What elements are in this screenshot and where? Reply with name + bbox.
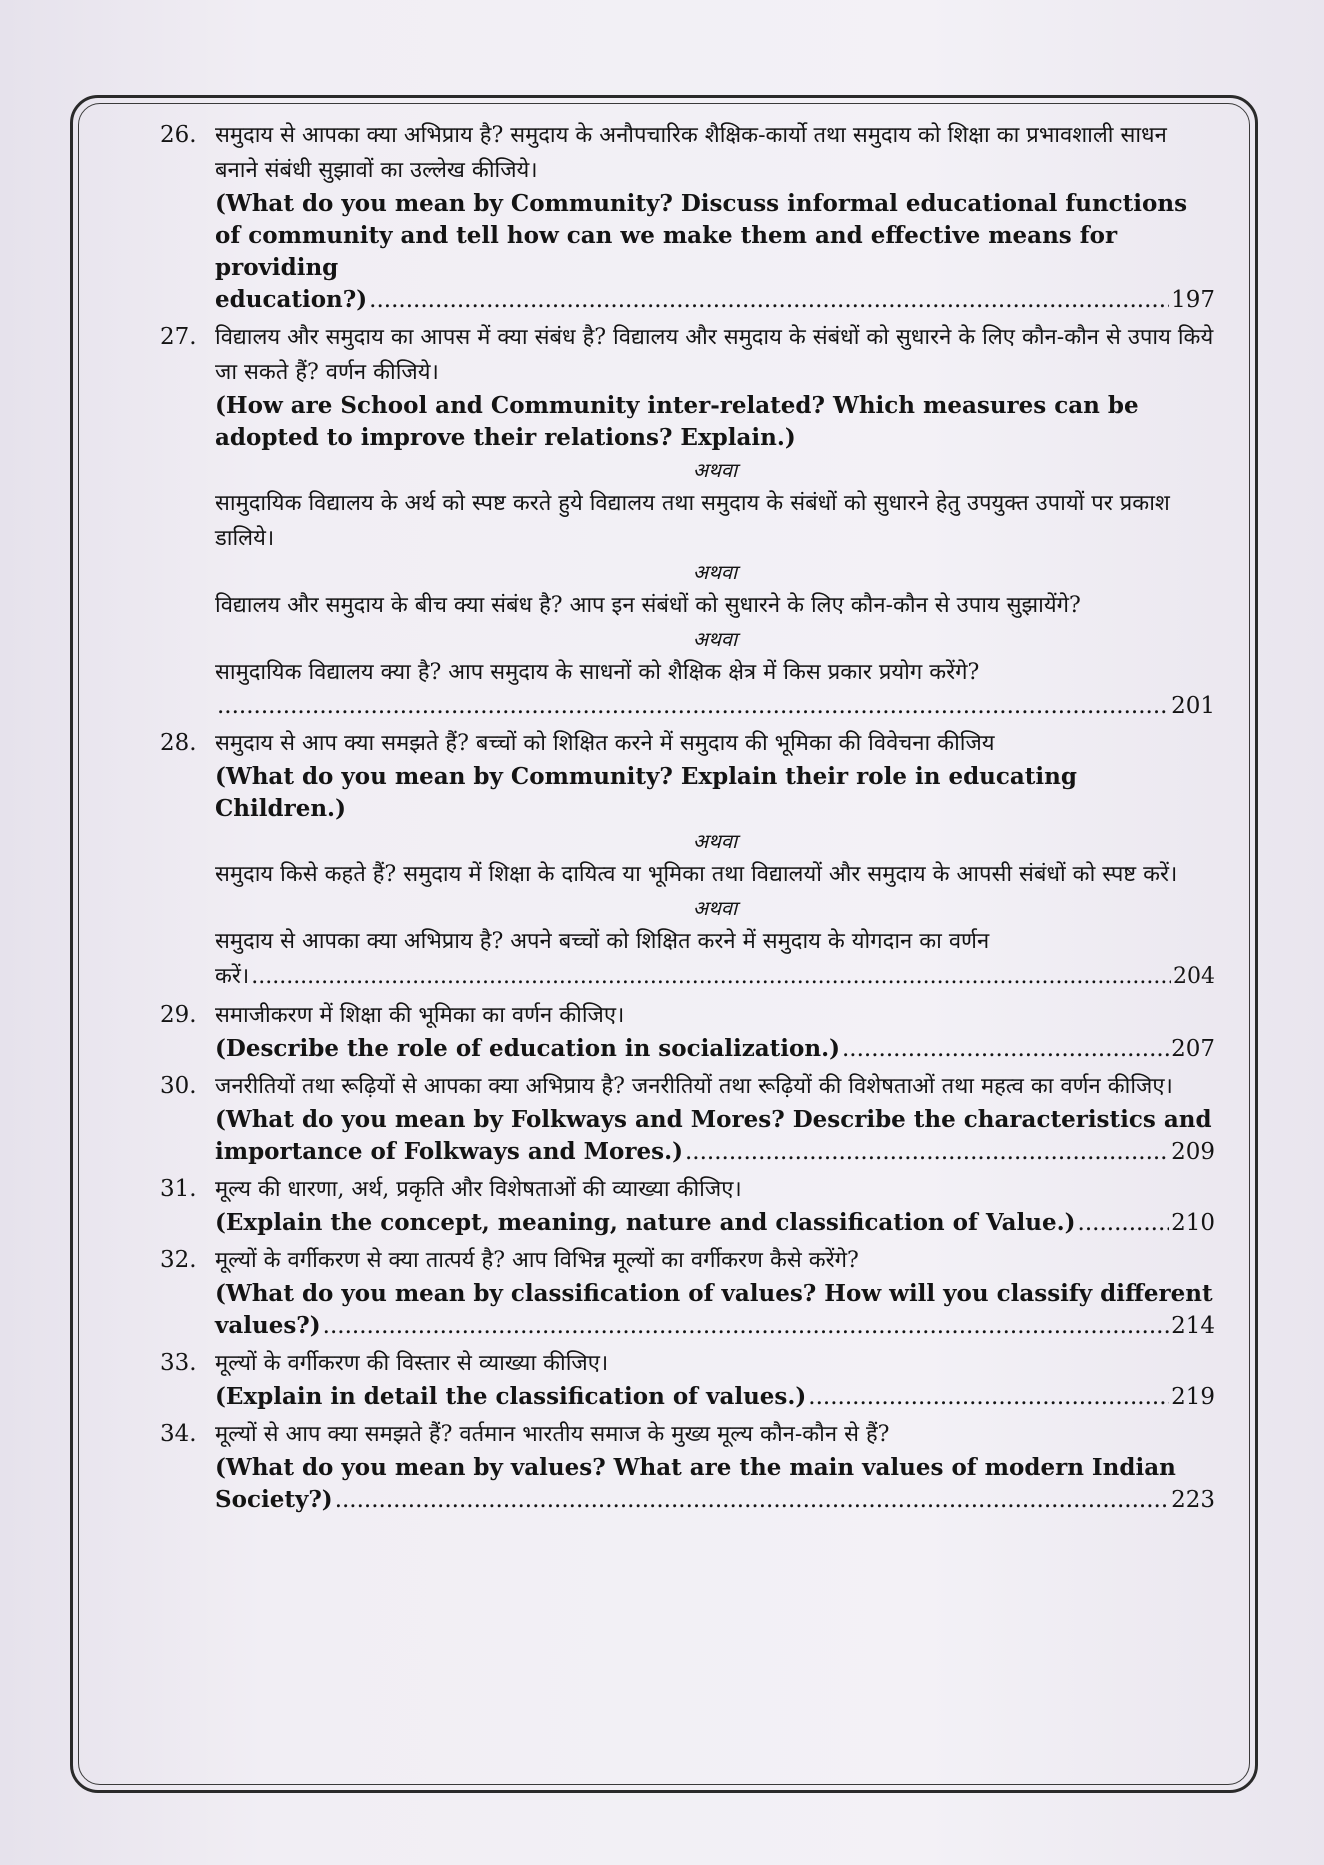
question-hindi: मूल्यों के वर्गीकरण की विस्तार से व्याख्या कीजिए। bbox=[215, 1351, 609, 1376]
question-number: 27. bbox=[160, 324, 197, 350]
page-number: 223 bbox=[1171, 1487, 1215, 1513]
page-ref-line bbox=[215, 1381, 1215, 1413]
question-english-end: (Explain the concept, meaning, nature and classification of Value.) bbox=[215, 1209, 1076, 1236]
or-separator: अथवा bbox=[692, 458, 738, 482]
contents-list bbox=[160, 118, 1215, 1520]
dot-leader bbox=[251, 959, 1171, 994]
dot-leader bbox=[369, 284, 1169, 316]
question-hindi: विद्यालय और समुदाय का आपस में क्या संबंध है? विद्यालय और समुदाय के संबंधों को सुधारने के लिए कौन-कौन से उपाय किये जा सकते हैं? वर्णन कीजिये। bbox=[215, 325, 1214, 385]
alternate-question: सामुदायिक विद्यालय के अर्थ को स्पष्ट करते हुये विद्यालय तथा समुदाय के संबंधों को सुधारने हेतु उपयुक्त उपायों पर प्रकाश डालिये। bbox=[215, 491, 1170, 551]
page-number: 219 bbox=[1171, 1384, 1215, 1410]
page-ref-line bbox=[215, 284, 1215, 316]
dot-leader bbox=[335, 1484, 1169, 1516]
question-number: 30. bbox=[160, 1073, 197, 1099]
page-number: 209 bbox=[1171, 1139, 1215, 1165]
question-32 bbox=[160, 1243, 1215, 1342]
page-number: 210 bbox=[1171, 1210, 1215, 1236]
question-english: (What do you mean by values? What are the main values of modern Indian bbox=[215, 1454, 1176, 1481]
page-ref-line bbox=[215, 1484, 1215, 1516]
question-number: 26. bbox=[160, 122, 197, 148]
dot-leader bbox=[842, 1033, 1169, 1065]
alternate-question-end: करें। bbox=[215, 964, 250, 989]
page-number: 201 bbox=[1171, 693, 1215, 719]
question-hindi: समाजीकरण में शिक्षा की भूमिका का वर्णन कीजिए। bbox=[215, 1003, 625, 1028]
or-separator: अथवा bbox=[692, 829, 738, 853]
question-english: (What do you mean by Community? Discuss informal educational functions of community and tell how can we make them and effective means for providing bbox=[215, 190, 1188, 281]
alternate-question: समुदाय किसे कहते हैं? समुदाय में शिक्षा के दायित्व या भूमिका तथा विद्यालयों और समुदाय के आपसी संबंधों को स्पष्ट करें। bbox=[215, 862, 1178, 887]
question-33 bbox=[160, 1346, 1215, 1413]
or-separator: अथवा bbox=[692, 560, 738, 584]
question-number: 31. bbox=[160, 1176, 197, 1202]
alternate-question: समुदाय से आपका क्या अभिप्राय है? अपने बच्चों को शिक्षित करने में समुदाय के योगदान का वर्णन bbox=[215, 929, 990, 954]
question-29 bbox=[160, 998, 1215, 1065]
question-hindi: समुदाय से आप क्या समझते हैं? बच्चों को शिक्षित करने में समुदाय की भूमिका की विवेचना कीजिय bbox=[215, 731, 995, 756]
question-30 bbox=[160, 1069, 1215, 1168]
question-english: (How are School and Community inter-related? Which measures can be adopted to improve their relations? Explain.) bbox=[215, 392, 1139, 451]
dot-leader bbox=[323, 1310, 1169, 1342]
dot-leader bbox=[685, 1136, 1169, 1168]
question-28 bbox=[160, 726, 1215, 994]
page-ref-line bbox=[215, 1136, 1215, 1168]
page-ref-line bbox=[215, 690, 1215, 722]
question-english-end: Society?) bbox=[215, 1486, 333, 1513]
question-hindi: मूल्यों से आप क्या समझते हैं? वर्तमान भारतीय समाज के मुख्य मूल्य कौन-कौन से हैं? bbox=[215, 1422, 890, 1447]
dot-leader bbox=[808, 1381, 1169, 1413]
question-number: 34. bbox=[160, 1421, 197, 1447]
question-34 bbox=[160, 1417, 1215, 1516]
or-separator: अथवा bbox=[692, 896, 738, 920]
page-number: 197 bbox=[1171, 287, 1215, 313]
question-english: (What do you mean by Folkways and Mores? Describe the characteristics and bbox=[215, 1106, 1212, 1133]
alternate-question: सामुदायिक विद्यालय क्या है? आप समुदाय के साधनों को शैक्षिक क्षेत्र में किस प्रकार प्रयोग करेंगे? bbox=[215, 660, 980, 685]
question-number: 28. bbox=[160, 730, 197, 756]
question-english-end: (Describe the role of education in socialization.) bbox=[215, 1035, 840, 1062]
page-number: 214 bbox=[1171, 1313, 1215, 1339]
dot-leader bbox=[217, 690, 1169, 722]
question-number: 32. bbox=[160, 1247, 197, 1273]
dot-leader bbox=[1078, 1207, 1170, 1239]
page-ref-line bbox=[215, 959, 1215, 994]
question-31 bbox=[160, 1172, 1215, 1239]
question-27 bbox=[160, 320, 1215, 722]
question-english: (What do you mean by classification of values? How will you classify different bbox=[215, 1280, 1213, 1307]
page-number: 204 bbox=[1173, 964, 1215, 989]
question-hindi: मूल्य की धारणा, अर्थ, प्रकृति और विशेषताओं की व्याख्या कीजिए। bbox=[215, 1177, 742, 1202]
alternate-question: विद्यालय और समुदाय के बीच क्या संबंध है? आप इन संबंधों को सुधारने के लिए कौन-कौन से उपाय सुझायेंगे? bbox=[215, 593, 1081, 618]
question-hindi: जनरीतियों तथा रूढ़ियों से आपका क्या अभिप्राय है? जनरीतियों तथा रूढ़ियों की विशेषताओं तथा महत्व का वर्णन कीजिए। bbox=[215, 1074, 1173, 1099]
question-number: 33. bbox=[160, 1350, 197, 1376]
question-26 bbox=[160, 118, 1215, 316]
page-number: 207 bbox=[1171, 1036, 1215, 1062]
or-separator: अथवा bbox=[692, 627, 738, 651]
question-english-end: importance of Folkways and Mores.) bbox=[215, 1138, 683, 1165]
page-ref-line bbox=[215, 1310, 1215, 1342]
question-english-end: education?) bbox=[215, 286, 368, 313]
question-english-end: (Explain in detail the classification of values.) bbox=[215, 1383, 807, 1410]
page-ref-line bbox=[215, 1033, 1215, 1065]
page-ref-line bbox=[215, 1207, 1215, 1239]
question-number: 29. bbox=[160, 1002, 197, 1028]
question-hindi: समुदाय से आपका क्या अभिप्राय है? समुदाय के अनौपचारिक शैक्षिक-कार्यो तथा समुदाय को शिक्षा का प्रभावशाली साधन बनाने संबंधी सुझावों का उल्लेख कीजिये। bbox=[215, 123, 1167, 183]
question-english-end: values?) bbox=[215, 1312, 321, 1339]
question-hindi: मूल्यों के वर्गीकरण से क्या तात्पर्य है? आप विभिन्न मूल्यों का वर्गीकरण कैसे करेंगे? bbox=[215, 1248, 859, 1273]
question-english: (What do you mean by Community? Explain their role in educating Children.) bbox=[215, 763, 1077, 822]
